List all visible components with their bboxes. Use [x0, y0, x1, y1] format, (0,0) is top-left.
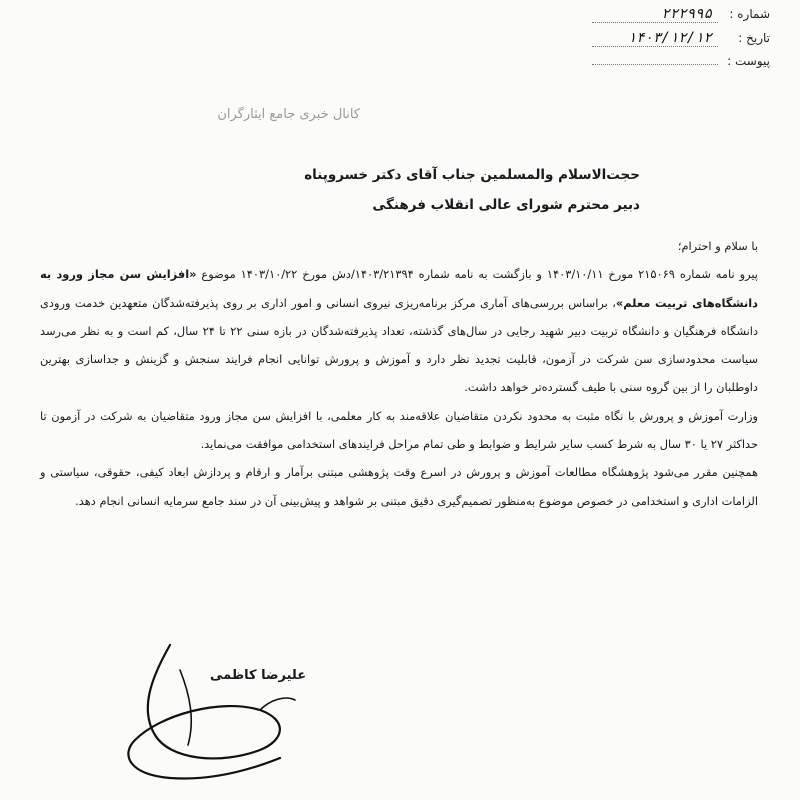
- recipient-name: حجت‌الاسلام والمسلمین جناب آقای دکتر خسروپناه: [304, 167, 640, 183]
- paragraph-2: وزارت آموزش و پرورش با نگاه مثبت به محدود نکردن متقاضیان علاقه‌مند به کار معلمی، با افزایش سن مجاز ورود متقاضیان به شرکت در آزمون تا حداکثر ۲۷ یا ۳۰ سال به شرط کسب سایر شرایط و ضوابط و طی تمام مراحل فرایندهای استخدامی موافقت می‌نماید.: [40, 408, 758, 452]
- greeting: با سلام و احترام؛: [677, 239, 758, 253]
- number-label: شماره :: [729, 7, 770, 21]
- attachment-value: [592, 64, 718, 65]
- attachment-label: پیوست :: [727, 54, 770, 68]
- letter-body: [40, 232, 758, 515]
- paragraph-1-part1: پیرو نامه شماره ۲۱۵۰۶۹ مورخ ۱۴۰۳/۱۰/۱۱ و بازگشت به نامه شماره ۱۴۰۳/۲۱۳۹۴/دش مورخ ۱۴۰۳/۱۰/۲۲ موضوع: [196, 267, 758, 282]
- number-value: ۲۲۲۹۹۵: [592, 6, 718, 23]
- handwritten-signature: [110, 640, 300, 790]
- paragraph-1: [40, 260, 758, 401]
- paragraph-1-subject: «افزایش سن مجاز ورود به دانشگاه‌های تربیت معلم»: [40, 267, 758, 310]
- attachment-row: [510, 54, 770, 78]
- number-row: [510, 6, 770, 30]
- recipient-block: [304, 160, 640, 220]
- channel-watermark: کانال خبری جامع ایثارگران: [217, 107, 360, 122]
- recipient-title: دبیر محترم شورای عالی انقلاب فرهنگی: [372, 197, 640, 213]
- paragraph-3: همچنین مقرر می‌شود پژوهشگاه مطالعات آموزش و پرورش در اسرع وقت پژوهشی مبتنی برآمار و ارقام و پردازش ابعاد کیفی، حقوقی، سیاستی و الزامات اداری و استخدامی در خصوص موضوع به‌منظور تصمیم‌گیری دقیق مبتنی بر شواهد و پیش‌بینی آن در سند جامع سرمایه انسانی انجام دهد.: [40, 465, 758, 508]
- date-label: تاریخ :: [738, 31, 770, 45]
- date-row: [510, 30, 770, 54]
- letter-header: [510, 6, 770, 78]
- date-value: ۱۴۰۳/۱۲/۱۲: [592, 30, 718, 47]
- paragraph-1-part2: ، براساس بررسی‌های آماری مرکز برنامه‌ریزی نیروی انسانی و امور اداری بر روی پذیرفته‌شدگان متعهدین خدمت ورودی دانشگاه فرهنگیان و دانشگاه تربیت دبیر شهید رجایی در سال‌های گذشته، تعداد پذیرفته‌شدگان در بازه سنی ۲۲ تا ۲۴ سال، کم است و به نظر می‌رسد سیاست محدودسازی سن شرکت در آزمون، قابلیت تجدید نظر دارد و آموزش و پرورش توانایی انجام فرایند سنجش و گزینش و جداسازی بهترین داوطلبان را از بین گروه سنی با طیف گسترده‌تر خواهد داشت.: [40, 295, 759, 395]
- signatory-name: علیرضا کاظمی: [210, 668, 307, 683]
